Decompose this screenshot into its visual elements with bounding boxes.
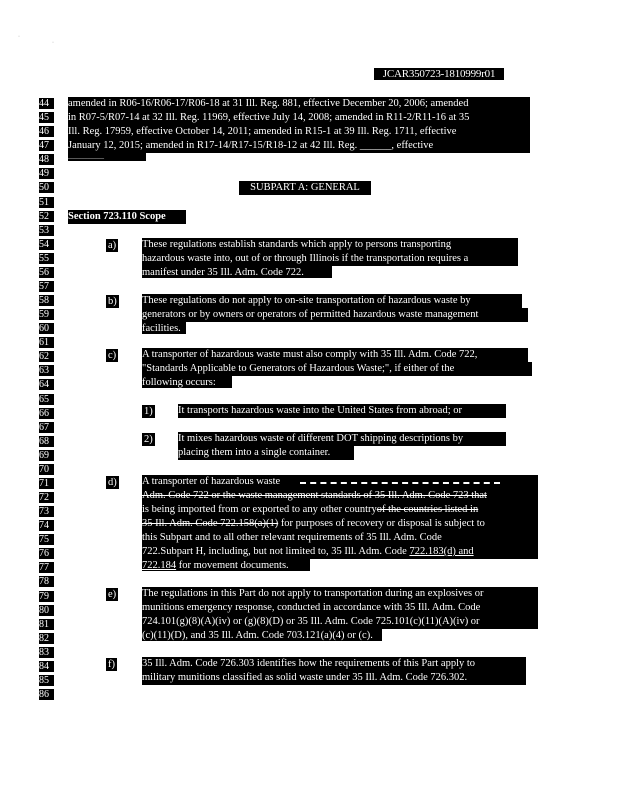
scan-speck: ·: [18, 34, 20, 40]
item-c-marker: c): [108, 350, 117, 361]
item-d-line-2: Adm. Code 722 or the waste management standards of 35 Ill. Adm. Code 723 that: [142, 489, 538, 503]
line-number: 64: [39, 379, 54, 390]
line-number: 81: [39, 619, 54, 630]
line-number: 77: [39, 562, 54, 573]
item-e-line-3: 724.101(g)(8)(A)(iv) or (g)(8)(D) or 35 Ill. Adm. Code 725.101(c)(11)(A)(iv) or: [142, 615, 538, 629]
line-number: 82: [39, 633, 54, 644]
item-d-line-4a-deleted: 35 Ill. Adm. Code 722.158(a)(1): [142, 518, 279, 529]
item-a-line-3: manifest under 35 Ill. Adm. Code 722.: [142, 266, 332, 278]
line-number: 44: [39, 98, 54, 109]
line-number: 60: [39, 323, 54, 334]
line-number: 53: [39, 225, 54, 236]
inserted-text-marks: [300, 482, 500, 488]
item-a-marker: a): [108, 240, 117, 251]
intro-line-2: in R07-5/R07-14 at 32 Ill. Reg. 11969, effective July 14, 2008; amended in R11-2/R11-16 at 35: [68, 111, 530, 125]
line-number: 59: [39, 309, 54, 320]
intro-line-1: amended in R06-16/R06-17/R06-18 at 31 Ill. Reg. 881, effective December 20, 2006; amended: [68, 97, 530, 111]
item-d-line-7b: for movement documents.: [176, 560, 289, 571]
line-number: 67: [39, 422, 54, 433]
line-number: 83: [39, 647, 54, 658]
line-number: 72: [39, 492, 54, 503]
item-b-line-1: These regulations do not apply to on-site transportation of hazardous waste by: [142, 294, 522, 308]
line-number: 69: [39, 450, 54, 461]
line-number: 63: [39, 365, 54, 376]
item-c-line-3: following occurs:: [142, 376, 232, 388]
line-number: 54: [39, 239, 54, 250]
line-number: 51: [39, 197, 54, 208]
item-b-marker: b): [108, 296, 117, 307]
item-d-line-6: [142, 545, 538, 559]
subpart-heading: SUBPART A: GENERAL: [239, 181, 371, 195]
line-number: 84: [39, 661, 54, 672]
line-number: 61: [39, 337, 54, 348]
item-d-line-3a: is being imported from or exported to any other country: [142, 504, 377, 515]
item-d-line-7a-inserted: 722.184: [142, 560, 177, 571]
line-number: 52: [39, 211, 54, 222]
line-number: 49: [39, 168, 54, 179]
line-number: 62: [39, 351, 54, 362]
section-heading: Section 723.110 Scope: [68, 210, 186, 224]
item-e-line-2: munitions emergency response, conducted in accordance with 35 Ill. Adm. Code: [142, 601, 538, 615]
line-number: 56: [39, 267, 54, 278]
item-c1-marker: 1): [144, 406, 153, 417]
line-number: 75: [39, 534, 54, 545]
line-number: 73: [39, 506, 54, 517]
item-e-line-1: The regulations in this Part do not apply to transportation during an explosives or: [142, 587, 538, 601]
line-number: 85: [39, 675, 54, 686]
item-e-line-4: (c)(11)(D), and 35 Ill. Adm. Code 703.121(a)(4) or (c).: [142, 629, 382, 641]
line-number: 57: [39, 281, 54, 292]
line-number: 55: [39, 253, 54, 264]
line-number: 58: [39, 295, 54, 306]
line-number: 50: [39, 182, 54, 193]
item-d-line-3: [142, 503, 538, 517]
item-d-line-5: this Subpart and to all other relevant requirements of 35 Ill. Adm. Code: [142, 531, 538, 545]
item-d-line-6b-inserted: 722.183(d) and: [409, 546, 474, 557]
line-number: 74: [39, 520, 54, 531]
item-c2-line-1: It mixes hazardous waste of different DOT shipping descriptions by: [178, 432, 506, 446]
item-d-marker: d): [108, 477, 117, 488]
line-number: 76: [39, 548, 54, 559]
line-number: 78: [39, 576, 54, 587]
line-number: 47: [39, 140, 54, 151]
line-number: 71: [39, 478, 54, 489]
item-c1-line-1: It transports hazardous waste into the United States from abroad; or: [178, 404, 506, 418]
line-number: 80: [39, 605, 54, 616]
item-f-line-1: 35 Ill. Adm. Code 726.303 identifies how the requirements of this Part apply to: [142, 657, 526, 671]
item-f-marker: f): [108, 659, 115, 670]
item-d-line-7: [142, 559, 310, 571]
line-number: 46: [39, 126, 54, 137]
item-b-line-2: generators or by owners or operators of permitted hazardous waste management: [142, 308, 528, 322]
item-c2-line-2: placing them into a single container.: [178, 446, 354, 460]
line-number: 68: [39, 436, 54, 447]
line-number: 48: [39, 154, 54, 165]
item-c-line-2: "Standards Applicable to Generators of Hazardous Waste;", if either of the: [142, 362, 532, 376]
item-d-line-4b: for purposes of recovery or disposal is subject to: [278, 518, 485, 529]
item-d-line-6a: 722.Subpart H, including, but not limited to, 35 Ill. Adm. Code: [142, 546, 410, 557]
intro-line-4: January 12, 2015; amended in R17-14/R17-15/R18-12 at 42 Ill. Reg. ______, effective: [68, 139, 530, 153]
item-f-line-2: military munitions classified as solid waste under 35 Ill. Adm. Code 726.302.: [142, 671, 526, 685]
intro-line-5: ____________: [68, 153, 146, 161]
intro-line-3: Ill. Reg. 17959, effective October 14, 2011; amended in R15-1 at 39 Ill. Reg. 1711, effective: [68, 125, 530, 139]
item-c-line-1: A transporter of hazardous waste must also comply with 35 Ill. Adm. Code 722,: [142, 348, 528, 362]
line-number: 45: [39, 112, 54, 123]
item-a-line-1: These regulations establish standards which apply to persons transporting: [142, 238, 518, 252]
item-a-line-2: hazardous waste into, out of or through Illinois if the transportation requires a: [142, 252, 518, 266]
item-d-line-1-text: A transporter of hazardous waste: [142, 476, 281, 487]
line-number: 79: [39, 591, 54, 602]
scan-speck: ·: [52, 40, 54, 46]
item-e-marker: e): [108, 589, 117, 600]
item-c2-marker: 2): [144, 434, 153, 445]
line-number: 70: [39, 464, 54, 475]
line-number: 86: [39, 689, 54, 700]
item-d-line-3b-deleted: of the countries listed in: [376, 504, 479, 515]
item-b-line-3: facilities.: [142, 322, 186, 334]
document-id-header: JCAR350723-1810999r01: [374, 68, 504, 80]
item-d-line-4: [142, 517, 538, 531]
line-number: 66: [39, 408, 54, 419]
line-number: 65: [39, 394, 54, 405]
